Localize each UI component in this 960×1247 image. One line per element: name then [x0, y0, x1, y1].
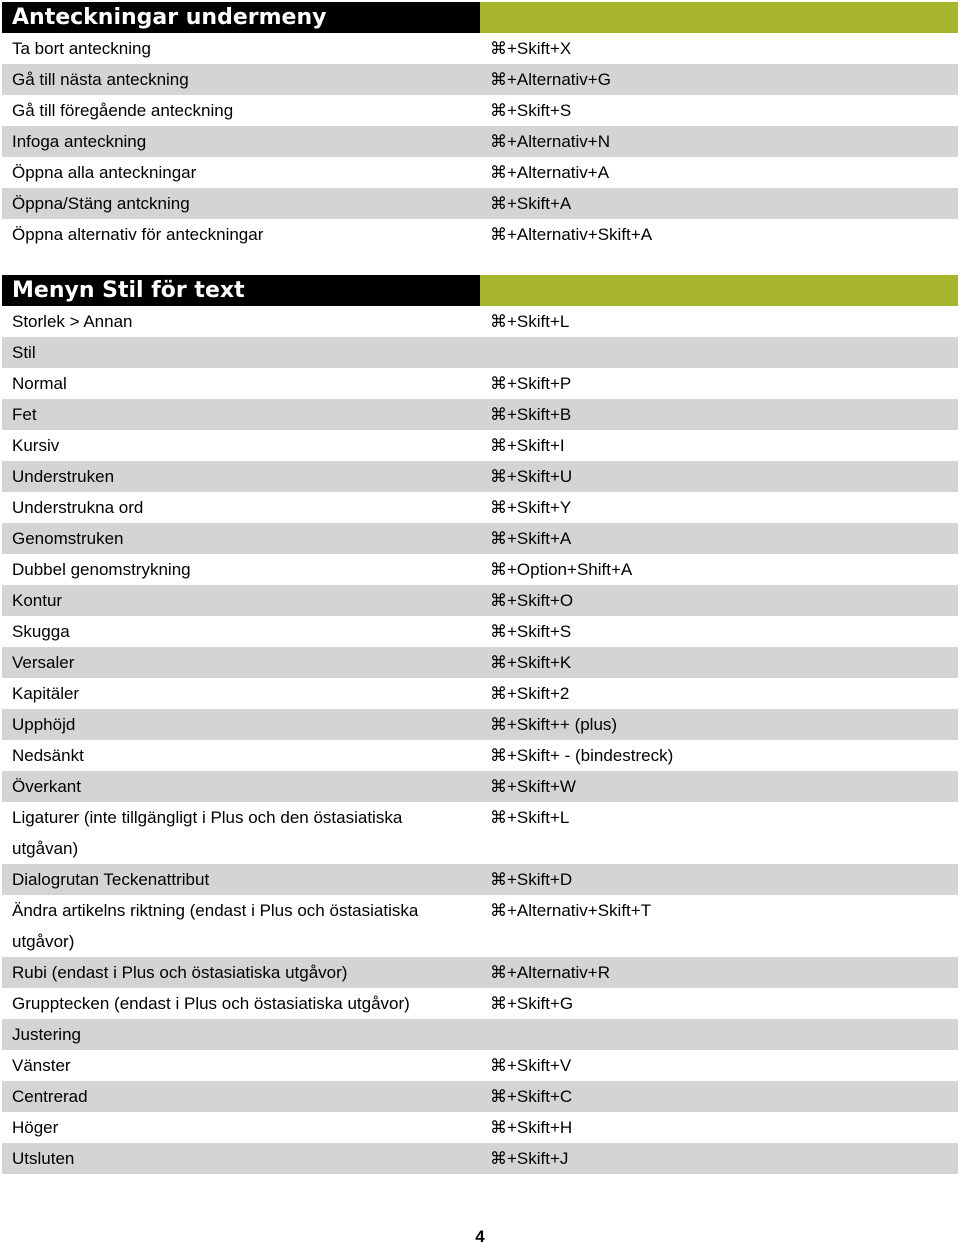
action-cell: [2, 95, 480, 126]
table-row: [2, 399, 958, 430]
table-row: [2, 306, 958, 337]
shortcut-cell: ⌘+Skift+I: [490, 436, 565, 455]
shortcut-cell: ⌘+Skift+U: [490, 467, 573, 486]
table-row: [2, 33, 958, 64]
table-row: [2, 864, 958, 895]
table-row: [2, 1143, 958, 1174]
shortcut-cell: ⌘+Alternativ+A: [490, 163, 610, 182]
shortcut-table-text-style: [2, 275, 958, 1174]
shortcut-cell: ⌘+Skift+ - (bindestreck): [490, 746, 674, 765]
table-row: [2, 895, 958, 957]
action-label: Versaler: [12, 653, 75, 672]
shortcut-cell: ⌘+Skift+X: [490, 39, 572, 58]
action-label: Ändra artikelns riktning (endast i Plus och östasiatiska: [12, 901, 419, 920]
table-row: [2, 95, 958, 126]
table-row: [2, 64, 958, 95]
shortcut-cell: ⌘+Skift+G: [490, 994, 574, 1013]
shortcut-cell: ⌘+Skift+J: [490, 1149, 569, 1168]
action-cell: [2, 492, 480, 523]
action-cell: [2, 988, 480, 1019]
action-cell: [2, 64, 480, 95]
action-label: Nedsänkt: [12, 746, 84, 765]
shortcut-cell: ⌘+Skift+V: [490, 1056, 572, 1075]
shortcut-cell: [480, 337, 958, 368]
action-label: Kontur: [12, 591, 63, 610]
shortcut-cell: ⌘+Alternativ+Skift+A: [490, 225, 653, 244]
table-row: [2, 802, 958, 864]
table-row: [2, 957, 958, 988]
action-cell: [2, 188, 480, 219]
action-label: Justering: [12, 1025, 81, 1044]
action-cell: [2, 678, 480, 709]
table-row: [2, 988, 958, 1019]
shortcut-cell: ⌘+Skift+A: [490, 194, 572, 213]
table-row: [2, 1112, 958, 1143]
shortcut-rows: [2, 33, 958, 250]
section-header-accent: [480, 275, 958, 306]
section-header: [2, 2, 958, 33]
action-label: Ligaturer (inte tillgängligt i Plus och den östasiatiska: [12, 808, 403, 827]
shortcut-cell: ⌘+Skift+2: [490, 684, 570, 703]
action-cell: [2, 554, 480, 585]
action-cell: [2, 430, 480, 461]
table-row: [2, 647, 958, 678]
shortcut-cell: ⌘+Skift+O: [490, 591, 574, 610]
table-row: [2, 461, 958, 492]
action-cell: [2, 1081, 480, 1112]
shortcut-cell: ⌘+Skift+L: [490, 808, 570, 827]
action-label: Understrukna ord: [12, 498, 144, 517]
action-label: Rubi (endast i Plus och östasiatiska utgåvor): [12, 963, 348, 982]
table-row: [2, 157, 958, 188]
action-cell: [2, 1112, 480, 1143]
table-row: [2, 188, 958, 219]
action-cell: [2, 1019, 480, 1050]
shortcut-cell: ⌘+Skift+B: [490, 405, 572, 424]
table-row: [2, 430, 958, 461]
action-label: Gå till föregående anteckning: [12, 101, 234, 120]
action-cell: [2, 126, 480, 157]
action-cell: [2, 33, 480, 64]
shortcut-cell: ⌘+Skift+W: [490, 777, 576, 796]
action-label: Höger: [12, 1118, 59, 1137]
table-row: [2, 1019, 958, 1050]
action-label: Dialogrutan Teckenattribut: [12, 870, 210, 889]
action-cell: [2, 585, 480, 616]
shortcut-cell: ⌘+Skift++ (plus): [490, 715, 618, 734]
action-label: Upphöjd: [12, 715, 76, 734]
table-row: [2, 219, 958, 250]
action-label: Öppna alternativ för anteckningar: [12, 225, 264, 244]
action-cell: [2, 306, 480, 337]
table-row: [2, 368, 958, 399]
action-label: Kursiv: [12, 436, 60, 455]
action-cell: [2, 399, 480, 430]
action-label: Genomstruken: [12, 529, 124, 548]
table-row: [2, 554, 958, 585]
table-row: [2, 337, 958, 368]
action-cell: [2, 647, 480, 678]
action-label: Överkant: [12, 777, 81, 796]
action-label: Stil: [12, 343, 36, 362]
table-row: [2, 523, 958, 554]
action-label: Vänster: [12, 1056, 71, 1075]
shortcut-rows: [2, 306, 958, 1174]
shortcut-cell: ⌘+Alternativ+N: [490, 132, 610, 151]
action-cell: [2, 864, 480, 895]
action-label: Gå till nästa anteckning: [12, 70, 189, 89]
table-row: [2, 616, 958, 647]
section-header: [2, 275, 958, 306]
action-cell: [2, 337, 480, 368]
action-cell: [2, 1050, 480, 1081]
action-cell: [2, 219, 480, 250]
shortcut-cell: ⌘+Skift+S: [490, 622, 572, 641]
table-row: [2, 1050, 958, 1081]
action-label: Dubbel genomstrykning: [12, 560, 191, 579]
action-cell: [2, 368, 480, 399]
action-cell: [2, 957, 480, 988]
action-cell: [2, 771, 480, 802]
table-row: [2, 492, 958, 523]
action-label: Kapitäler: [12, 684, 80, 703]
action-label: Öppna/Stäng antckning: [12, 194, 190, 213]
table-row: [2, 126, 958, 157]
action-label: Grupptecken (endast i Plus och östasiatiska utgåvor): [12, 994, 410, 1013]
action-cell: [2, 740, 480, 771]
page-number: 4: [475, 1227, 485, 1246]
shortcut-cell: ⌘+Skift+K: [490, 653, 572, 672]
action-label: Centrerad: [12, 1087, 88, 1106]
action-cell: [2, 616, 480, 647]
action-label: Normal: [12, 374, 67, 393]
shortcut-cell: [480, 1019, 958, 1050]
table-row: [2, 740, 958, 771]
shortcut-cell: ⌘+Skift+C: [490, 1087, 573, 1106]
action-label: Skugga: [12, 622, 70, 641]
shortcut-cell: ⌘+Skift+A: [490, 529, 572, 548]
action-label: Understruken: [12, 467, 115, 486]
action-cell: [2, 895, 480, 957]
table-row: [2, 1081, 958, 1112]
action-label: Ta bort anteckning: [12, 39, 151, 58]
action-label: Utsluten: [12, 1149, 75, 1168]
section-header-accent: [480, 2, 958, 33]
shortcut-cell: ⌘+Skift+Y: [490, 498, 572, 517]
table-row: [2, 585, 958, 616]
shortcut-cell: ⌘+Skift+D: [490, 870, 573, 889]
shortcut-cell: ⌘+Alternativ+G: [490, 70, 611, 89]
shortcut-cell: ⌘+Skift+L: [490, 312, 570, 331]
shortcut-cell: ⌘+Skift+S: [490, 101, 572, 120]
shortcut-cell: ⌘+Alternativ+R: [490, 963, 610, 982]
section-title: Menyn Stil för text: [2, 275, 480, 306]
table-row: [2, 771, 958, 802]
shortcut-cell: ⌘+Option+Shift+A: [490, 560, 633, 579]
section-title: Anteckningar undermeny: [2, 2, 480, 33]
action-label: Storlek > Annan: [12, 312, 133, 331]
action-label: Fet: [12, 405, 37, 424]
action-label: Öppna alla anteckningar: [12, 163, 197, 182]
action-cell: [2, 802, 480, 864]
action-label: utgåvor): [12, 932, 75, 951]
action-label: utgåvan): [12, 839, 79, 858]
shortcut-cell: ⌘+Skift+H: [490, 1118, 573, 1137]
action-cell: [2, 157, 480, 188]
action-cell: [2, 709, 480, 740]
action-cell: [2, 461, 480, 492]
shortcut-table-notes: [2, 2, 958, 250]
action-label: Infoga anteckning: [12, 132, 147, 151]
shortcut-cell: ⌘+Alternativ+Skift+T: [490, 901, 652, 920]
shortcut-cell: ⌘+Skift+P: [490, 374, 572, 393]
table-row: [2, 709, 958, 740]
action-cell: [2, 523, 480, 554]
action-cell: [2, 1143, 480, 1174]
table-row: [2, 678, 958, 709]
